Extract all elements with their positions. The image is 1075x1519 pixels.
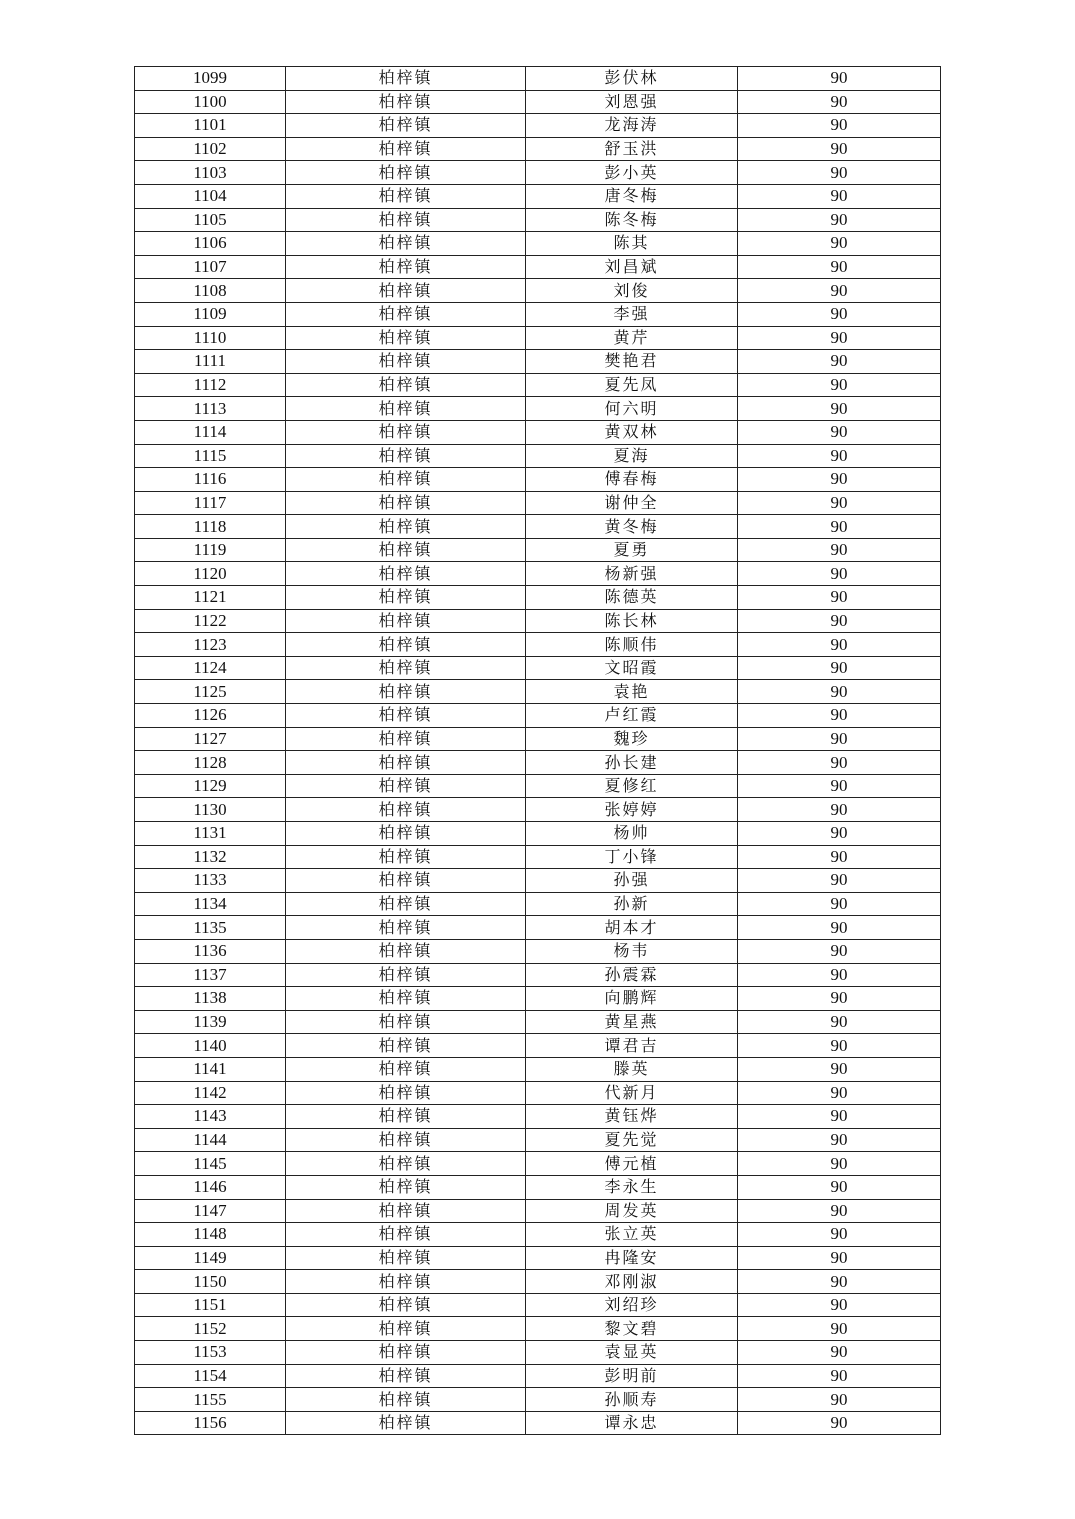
amount-cell: 90 <box>738 1081 941 1105</box>
row-number-cell: 1117 <box>135 491 286 515</box>
person-name-cell: 杨帅 <box>526 822 738 846</box>
table-row <box>135 326 941 350</box>
row-number-cell: 1127 <box>135 727 286 751</box>
table-row <box>135 1223 941 1247</box>
row-number-cell: 1105 <box>135 208 286 232</box>
row-number-cell: 1153 <box>135 1341 286 1365</box>
row-number-cell: 1154 <box>135 1364 286 1388</box>
row-number-cell: 1122 <box>135 609 286 633</box>
amount-cell: 90 <box>738 67 941 91</box>
amount-cell: 90 <box>738 869 941 893</box>
person-name-cell: 彭明前 <box>526 1364 738 1388</box>
town-cell: 柏梓镇 <box>286 1293 526 1317</box>
row-number-cell: 1102 <box>135 137 286 161</box>
amount-cell: 90 <box>738 1341 941 1365</box>
town-cell: 柏梓镇 <box>286 1317 526 1341</box>
table-row <box>135 869 941 893</box>
town-cell: 柏梓镇 <box>286 350 526 374</box>
row-number-cell: 1104 <box>135 184 286 208</box>
town-cell: 柏梓镇 <box>286 515 526 539</box>
town-cell: 柏梓镇 <box>286 90 526 114</box>
amount-cell: 90 <box>738 562 941 586</box>
person-name-cell: 陈其 <box>526 232 738 256</box>
table-row <box>135 1246 941 1270</box>
person-name-cell: 孙强 <box>526 869 738 893</box>
town-cell: 柏梓镇 <box>286 1034 526 1058</box>
town-cell: 柏梓镇 <box>286 1105 526 1129</box>
table-row <box>135 184 941 208</box>
amount-cell: 90 <box>738 963 941 987</box>
amount-cell: 90 <box>738 444 941 468</box>
row-number-cell: 1134 <box>135 892 286 916</box>
row-number-cell: 1108 <box>135 279 286 303</box>
town-cell: 柏梓镇 <box>286 1010 526 1034</box>
row-number-cell: 1106 <box>135 232 286 256</box>
table-row <box>135 963 941 987</box>
town-cell: 柏梓镇 <box>286 255 526 279</box>
town-cell: 柏梓镇 <box>286 1341 526 1365</box>
table-row <box>135 373 941 397</box>
amount-cell: 90 <box>738 1175 941 1199</box>
town-cell: 柏梓镇 <box>286 491 526 515</box>
row-number-cell: 1138 <box>135 987 286 1011</box>
amount-cell: 90 <box>738 727 941 751</box>
row-number-cell: 1113 <box>135 397 286 421</box>
town-cell: 柏梓镇 <box>286 1411 526 1435</box>
row-number-cell: 1121 <box>135 586 286 610</box>
amount-cell: 90 <box>738 586 941 610</box>
table-row <box>135 939 941 963</box>
town-cell: 柏梓镇 <box>286 326 526 350</box>
row-number-cell: 1120 <box>135 562 286 586</box>
table-row <box>135 1199 941 1223</box>
town-cell: 柏梓镇 <box>286 774 526 798</box>
table-row <box>135 822 941 846</box>
amount-cell: 90 <box>738 774 941 798</box>
table-row <box>135 1270 941 1294</box>
person-name-cell: 樊艳君 <box>526 350 738 374</box>
person-name-cell: 文昭霞 <box>526 656 738 680</box>
table-row <box>135 67 941 91</box>
person-name-cell: 舒玉洪 <box>526 137 738 161</box>
town-cell: 柏梓镇 <box>286 1081 526 1105</box>
table-row <box>135 609 941 633</box>
person-name-cell: 丁小锋 <box>526 845 738 869</box>
amount-cell: 90 <box>738 90 941 114</box>
town-cell: 柏梓镇 <box>286 822 526 846</box>
amount-cell: 90 <box>738 1388 941 1412</box>
row-number-cell: 1107 <box>135 255 286 279</box>
table-row <box>135 350 941 374</box>
table-row <box>135 255 941 279</box>
table-row <box>135 491 941 515</box>
person-name-cell: 孙新 <box>526 892 738 916</box>
amount-cell: 90 <box>738 987 941 1011</box>
table-row <box>135 1105 941 1129</box>
amount-cell: 90 <box>738 892 941 916</box>
row-number-cell: 1132 <box>135 845 286 869</box>
row-number-cell: 1133 <box>135 869 286 893</box>
row-number-cell: 1152 <box>135 1317 286 1341</box>
person-name-cell: 夏修红 <box>526 774 738 798</box>
person-name-cell: 冉隆安 <box>526 1246 738 1270</box>
amount-cell: 90 <box>738 373 941 397</box>
table-row <box>135 444 941 468</box>
amount-cell: 90 <box>738 1293 941 1317</box>
row-number-cell: 1101 <box>135 114 286 138</box>
person-name-cell: 谭永忠 <box>526 1411 738 1435</box>
town-cell: 柏梓镇 <box>286 892 526 916</box>
amount-cell: 90 <box>738 279 941 303</box>
row-number-cell: 1142 <box>135 1081 286 1105</box>
table-row <box>135 208 941 232</box>
table-row <box>135 302 941 326</box>
person-name-cell: 陈德英 <box>526 586 738 610</box>
person-name-cell: 胡本才 <box>526 916 738 940</box>
town-cell: 柏梓镇 <box>286 1152 526 1176</box>
amount-cell: 90 <box>738 137 941 161</box>
table-row <box>135 279 941 303</box>
amount-cell: 90 <box>738 939 941 963</box>
amount-cell: 90 <box>738 704 941 728</box>
amount-cell: 90 <box>738 1411 941 1435</box>
person-name-cell: 李永生 <box>526 1175 738 1199</box>
row-number-cell: 1126 <box>135 704 286 728</box>
row-number-cell: 1135 <box>135 916 286 940</box>
person-name-cell: 夏海 <box>526 444 738 468</box>
person-name-cell: 魏珍 <box>526 727 738 751</box>
town-cell: 柏梓镇 <box>286 1246 526 1270</box>
table-row <box>135 90 941 114</box>
row-number-cell: 1116 <box>135 468 286 492</box>
amount-cell: 90 <box>738 633 941 657</box>
town-cell: 柏梓镇 <box>286 939 526 963</box>
person-name-cell: 刘俊 <box>526 279 738 303</box>
person-name-cell: 黄双林 <box>526 420 738 444</box>
person-name-cell: 刘昌斌 <box>526 255 738 279</box>
row-number-cell: 1145 <box>135 1152 286 1176</box>
town-cell: 柏梓镇 <box>286 751 526 775</box>
town-cell: 柏梓镇 <box>286 1128 526 1152</box>
person-name-cell: 刘恩强 <box>526 90 738 114</box>
row-number-cell: 1143 <box>135 1105 286 1129</box>
person-name-cell: 滕英 <box>526 1057 738 1081</box>
amount-cell: 90 <box>738 420 941 444</box>
amount-cell: 90 <box>738 468 941 492</box>
row-number-cell: 1115 <box>135 444 286 468</box>
amount-cell: 90 <box>738 656 941 680</box>
table-row <box>135 1411 941 1435</box>
person-name-cell: 彭小英 <box>526 161 738 185</box>
amount-cell: 90 <box>738 1128 941 1152</box>
town-cell: 柏梓镇 <box>286 987 526 1011</box>
amount-cell: 90 <box>738 680 941 704</box>
person-name-cell: 袁显英 <box>526 1341 738 1365</box>
amount-cell: 90 <box>738 1246 941 1270</box>
town-cell: 柏梓镇 <box>286 184 526 208</box>
amount-cell: 90 <box>738 232 941 256</box>
row-number-cell: 1146 <box>135 1175 286 1199</box>
table-row <box>135 845 941 869</box>
table-row <box>135 232 941 256</box>
row-number-cell: 1119 <box>135 538 286 562</box>
table-row <box>135 114 941 138</box>
row-number-cell: 1118 <box>135 515 286 539</box>
table-row <box>135 1128 941 1152</box>
person-name-cell: 夏先觉 <box>526 1128 738 1152</box>
person-name-cell: 陈长林 <box>526 609 738 633</box>
town-cell: 柏梓镇 <box>286 680 526 704</box>
person-name-cell: 向鹏辉 <box>526 987 738 1011</box>
table-row <box>135 1034 941 1058</box>
table-row <box>135 137 941 161</box>
row-number-cell: 1100 <box>135 90 286 114</box>
amount-cell: 90 <box>738 1364 941 1388</box>
table-row <box>135 538 941 562</box>
row-number-cell: 1151 <box>135 1293 286 1317</box>
town-cell: 柏梓镇 <box>286 538 526 562</box>
amount-cell: 90 <box>738 751 941 775</box>
town-cell: 柏梓镇 <box>286 1388 526 1412</box>
person-name-cell: 陈顺伟 <box>526 633 738 657</box>
town-cell: 柏梓镇 <box>286 869 526 893</box>
amount-cell: 90 <box>738 822 941 846</box>
row-number-cell: 1149 <box>135 1246 286 1270</box>
amount-cell: 90 <box>738 350 941 374</box>
person-name-cell: 张婷婷 <box>526 798 738 822</box>
person-name-cell: 黄芹 <box>526 326 738 350</box>
amount-cell: 90 <box>738 538 941 562</box>
person-name-cell: 唐冬梅 <box>526 184 738 208</box>
person-name-cell: 黄冬梅 <box>526 515 738 539</box>
table-row <box>135 468 941 492</box>
table-row <box>135 1152 941 1176</box>
town-cell: 柏梓镇 <box>286 208 526 232</box>
row-number-cell: 1137 <box>135 963 286 987</box>
table-row <box>135 161 941 185</box>
amount-cell: 90 <box>738 184 941 208</box>
table-row <box>135 1010 941 1034</box>
town-cell: 柏梓镇 <box>286 1270 526 1294</box>
table-row <box>135 1317 941 1341</box>
row-number-cell: 1130 <box>135 798 286 822</box>
amount-cell: 90 <box>738 916 941 940</box>
amount-cell: 90 <box>738 1270 941 1294</box>
town-cell: 柏梓镇 <box>286 1364 526 1388</box>
town-cell: 柏梓镇 <box>286 397 526 421</box>
row-number-cell: 1114 <box>135 420 286 444</box>
table-row <box>135 1081 941 1105</box>
town-cell: 柏梓镇 <box>286 232 526 256</box>
person-name-cell: 杨韦 <box>526 939 738 963</box>
town-cell: 柏梓镇 <box>286 373 526 397</box>
table-row <box>135 397 941 421</box>
amount-cell: 90 <box>738 1317 941 1341</box>
person-name-cell: 黎文碧 <box>526 1317 738 1341</box>
town-cell: 柏梓镇 <box>286 963 526 987</box>
person-name-cell: 谢仲全 <box>526 491 738 515</box>
row-number-cell: 1147 <box>135 1199 286 1223</box>
town-cell: 柏梓镇 <box>286 916 526 940</box>
person-name-cell: 孙震霖 <box>526 963 738 987</box>
table-row <box>135 1293 941 1317</box>
town-cell: 柏梓镇 <box>286 798 526 822</box>
row-number-cell: 1112 <box>135 373 286 397</box>
amount-cell: 90 <box>738 1010 941 1034</box>
table-row <box>135 1057 941 1081</box>
person-name-cell: 周发英 <box>526 1199 738 1223</box>
town-cell: 柏梓镇 <box>286 279 526 303</box>
town-cell: 柏梓镇 <box>286 1199 526 1223</box>
town-cell: 柏梓镇 <box>286 114 526 138</box>
roster-sheet <box>134 66 940 1435</box>
amount-cell: 90 <box>738 845 941 869</box>
table-row <box>135 1175 941 1199</box>
amount-cell: 90 <box>738 208 941 232</box>
row-number-cell: 1155 <box>135 1388 286 1412</box>
person-name-cell: 代新月 <box>526 1081 738 1105</box>
amount-cell: 90 <box>738 609 941 633</box>
town-cell: 柏梓镇 <box>286 420 526 444</box>
amount-cell: 90 <box>738 1057 941 1081</box>
row-number-cell: 1109 <box>135 302 286 326</box>
row-number-cell: 1111 <box>135 350 286 374</box>
town-cell: 柏梓镇 <box>286 1223 526 1247</box>
table-row <box>135 1388 941 1412</box>
row-number-cell: 1110 <box>135 326 286 350</box>
amount-cell: 90 <box>738 397 941 421</box>
town-cell: 柏梓镇 <box>286 656 526 680</box>
table-row <box>135 751 941 775</box>
table-row <box>135 1364 941 1388</box>
row-number-cell: 1124 <box>135 656 286 680</box>
person-name-cell: 陈冬梅 <box>526 208 738 232</box>
table-row <box>135 586 941 610</box>
town-cell: 柏梓镇 <box>286 67 526 91</box>
person-name-cell: 夏先凤 <box>526 373 738 397</box>
amount-cell: 90 <box>738 1152 941 1176</box>
town-cell: 柏梓镇 <box>286 137 526 161</box>
town-cell: 柏梓镇 <box>286 845 526 869</box>
town-cell: 柏梓镇 <box>286 1057 526 1081</box>
town-cell: 柏梓镇 <box>286 727 526 751</box>
table-row <box>135 633 941 657</box>
person-name-cell: 夏勇 <box>526 538 738 562</box>
table-row <box>135 916 941 940</box>
amount-cell: 90 <box>738 1105 941 1129</box>
person-name-cell: 傅春梅 <box>526 468 738 492</box>
person-name-cell: 李强 <box>526 302 738 326</box>
table-row <box>135 704 941 728</box>
row-number-cell: 1141 <box>135 1057 286 1081</box>
table-row <box>135 680 941 704</box>
row-number-cell: 1144 <box>135 1128 286 1152</box>
person-name-cell: 孙顺寿 <box>526 1388 738 1412</box>
amount-cell: 90 <box>738 798 941 822</box>
town-cell: 柏梓镇 <box>286 609 526 633</box>
amount-cell: 90 <box>738 302 941 326</box>
amount-cell: 90 <box>738 255 941 279</box>
row-number-cell: 1123 <box>135 633 286 657</box>
person-name-cell: 孙长建 <box>526 751 738 775</box>
table-row <box>135 562 941 586</box>
amount-cell: 90 <box>738 515 941 539</box>
town-cell: 柏梓镇 <box>286 562 526 586</box>
person-name-cell: 何六明 <box>526 397 738 421</box>
amount-cell: 90 <box>738 1223 941 1247</box>
row-number-cell: 1156 <box>135 1411 286 1435</box>
person-name-cell: 黄钰烨 <box>526 1105 738 1129</box>
roster-table <box>134 66 941 1435</box>
amount-cell: 90 <box>738 161 941 185</box>
person-name-cell: 袁艳 <box>526 680 738 704</box>
row-number-cell: 1099 <box>135 67 286 91</box>
town-cell: 柏梓镇 <box>286 302 526 326</box>
town-cell: 柏梓镇 <box>286 1175 526 1199</box>
table-row <box>135 798 941 822</box>
person-name-cell: 傅元植 <box>526 1152 738 1176</box>
town-cell: 柏梓镇 <box>286 161 526 185</box>
person-name-cell: 卢红霞 <box>526 704 738 728</box>
roster-table-body <box>135 67 941 1435</box>
amount-cell: 90 <box>738 326 941 350</box>
town-cell: 柏梓镇 <box>286 468 526 492</box>
row-number-cell: 1128 <box>135 751 286 775</box>
row-number-cell: 1125 <box>135 680 286 704</box>
amount-cell: 90 <box>738 491 941 515</box>
table-row <box>135 727 941 751</box>
row-number-cell: 1139 <box>135 1010 286 1034</box>
table-row <box>135 1341 941 1365</box>
amount-cell: 90 <box>738 1034 941 1058</box>
town-cell: 柏梓镇 <box>286 633 526 657</box>
town-cell: 柏梓镇 <box>286 586 526 610</box>
row-number-cell: 1136 <box>135 939 286 963</box>
table-row <box>135 515 941 539</box>
person-name-cell: 刘绍珍 <box>526 1293 738 1317</box>
row-number-cell: 1140 <box>135 1034 286 1058</box>
row-number-cell: 1148 <box>135 1223 286 1247</box>
town-cell: 柏梓镇 <box>286 444 526 468</box>
row-number-cell: 1103 <box>135 161 286 185</box>
amount-cell: 90 <box>738 1199 941 1223</box>
town-cell: 柏梓镇 <box>286 704 526 728</box>
person-name-cell: 谭君吉 <box>526 1034 738 1058</box>
table-row <box>135 892 941 916</box>
row-number-cell: 1150 <box>135 1270 286 1294</box>
table-row <box>135 987 941 1011</box>
table-row <box>135 656 941 680</box>
person-name-cell: 杨新强 <box>526 562 738 586</box>
person-name-cell: 彭伏林 <box>526 67 738 91</box>
person-name-cell: 龙海涛 <box>526 114 738 138</box>
row-number-cell: 1131 <box>135 822 286 846</box>
person-name-cell: 黄星燕 <box>526 1010 738 1034</box>
person-name-cell: 邓刚淑 <box>526 1270 738 1294</box>
person-name-cell: 张立英 <box>526 1223 738 1247</box>
table-row <box>135 774 941 798</box>
row-number-cell: 1129 <box>135 774 286 798</box>
table-row <box>135 420 941 444</box>
amount-cell: 90 <box>738 114 941 138</box>
